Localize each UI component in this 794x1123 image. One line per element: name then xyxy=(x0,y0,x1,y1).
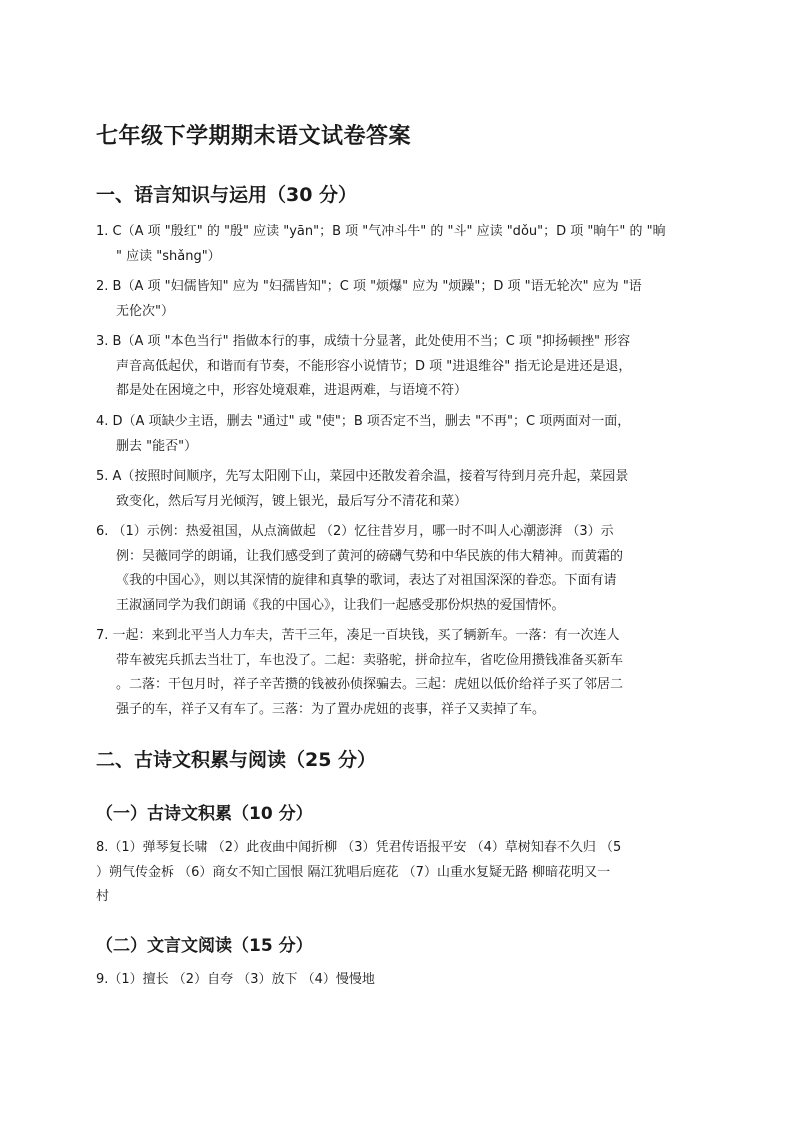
answer-item-8 xyxy=(96,836,716,910)
answer-line: 无伦次"） xyxy=(116,303,174,319)
answer-item-9 xyxy=(96,968,716,993)
answer-line: 。二落：干包月时，祥子辛苦攒的钱被孙侦探骗去。三起：虎妞以低价给祥子买了邻居二 xyxy=(116,677,624,692)
answer-line: 7. 一起：来到北平当人力车夫，苦干三年，凑足一百块钱，买了辆新车。一落：有一次连人 xyxy=(96,628,620,643)
subsection-heading-accumulation: （一）古诗文积累（10 分） xyxy=(96,804,313,824)
answer-line: " 应读 "shǎng"） xyxy=(116,248,221,264)
answer-line: 《我的中国心》，则以其深情的旋律和真挚的歌词，表达了对祖国深深的眷恋。下面有请 xyxy=(116,573,617,588)
answer-line: 9.（1）擅长 （2）自夸 （3）放下 （4）慢慢地 xyxy=(96,972,375,987)
section-heading-classical: 二、古诗文积累与阅读（25 分） xyxy=(96,749,377,771)
answer-line: 2. B（A 项 "妇儒皆知" 应为 "妇孺皆知"；C 项 "烦爆" 应为 "烦躁"；D 项 "语无轮次" 应为 "语 xyxy=(96,279,642,294)
answer-line: 删去 "能否"） xyxy=(116,438,198,454)
answer-line: 8.（1）弹琴复长啸 （2）此夜曲中闻折柳 （3）凭君传语报平安 （4）草树知春不久归 （5 xyxy=(96,840,622,855)
answer-line: 声音高低起伏，和谐而有节奏，不能形容小说情节；D 项 "进退维谷" 指无论是进还是退， xyxy=(116,358,632,374)
answer-line: 例：吴薇同学的朗诵，让我们感受到了黄河的磅礴气势和中华民族的伟大精神。而黄霜的 xyxy=(116,548,624,564)
answer-line: 都是处在困境之中，形容处境艰难，进退两难，与语境不符） xyxy=(116,383,468,398)
answer-item-6 xyxy=(96,520,716,618)
answer-line: 4. D（A 项缺少主语，删去 "通过" 或 "使"；B 项否定不当，删去 "不再"；C 项两面对一面， xyxy=(96,414,631,429)
answer-line: 王淑涵同学为我们朗诵《我的中国心》，让我们一起感受那份炽热的爱国情怀。 xyxy=(116,597,565,613)
answer-line: 村 xyxy=(96,889,110,904)
answer-line: 3. B（A 项 "本色当行" 指做本行的事，成绩十分显著，此处使用不当；C 项 "抑扬顿挫" 形容 xyxy=(96,334,631,349)
answer-item-1 xyxy=(96,220,716,269)
answer-line: 带车被宪兵抓去当壮丁，车也没了。二起：卖骆驼，拼命拉车，省吃俭用攒钱准备买新车 xyxy=(116,652,624,668)
document-title: 七年级下学期期末语文试卷答案 xyxy=(96,124,412,149)
section-heading-language: 一、语言知识与运用（30 分） xyxy=(96,184,358,206)
subsection-heading-reading: （二）文言文阅读（15 分） xyxy=(96,936,313,956)
answer-item-5 xyxy=(96,465,716,514)
answer-item-7 xyxy=(96,624,716,722)
answer-line: 5. A（按照时间顺序，先写太阳刚下山，菜园中还散发着余温，接着写待到月亮升起，菜园景 xyxy=(96,469,629,484)
answer-item-4 xyxy=(96,410,716,459)
answer-item-2 xyxy=(96,275,716,324)
answer-line: 6. （1）示例：热爱祖国，从点滴做起 （2）忆往昔岁月，哪一时不叫人心潮澎湃 （3）示 xyxy=(96,524,614,539)
answer-line: 强子的车，祥子又有车了。三落：为了置办虎妞的丧事，祥子又卖掉了车。 xyxy=(116,701,546,717)
answer-line: ）朔气传金柝 （6）商女不知亡国恨 隔江犹唱后庭花 （7）山重水复疑无路 柳暗花明又一 xyxy=(96,864,611,880)
answer-line: 1. C（A 项 "殷红" 的 "殷" 应读 "yān"；B 项 "气冲斗牛" 的 "斗" 应读 "dǒu"；D 项 "晌午" 的 "晌 xyxy=(96,224,666,239)
answer-item-3 xyxy=(96,330,716,404)
answer-line: 致变化，然后写月光倾泻，镀上银光，最后写分不清花和菜） xyxy=(116,493,468,509)
